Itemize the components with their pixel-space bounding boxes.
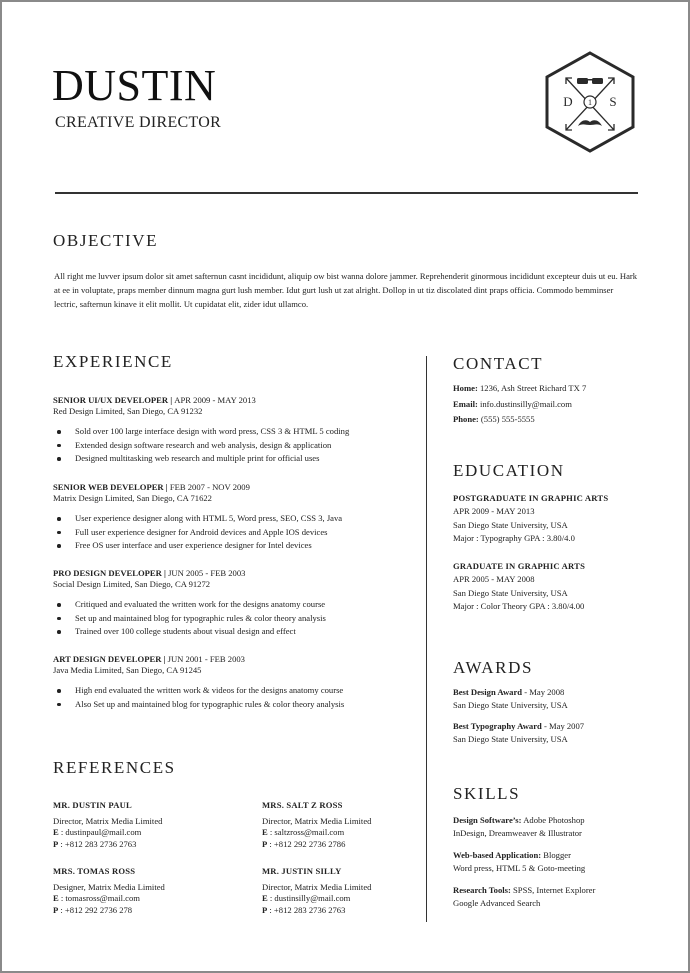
- award-entry: [453, 686, 643, 713]
- education-heading: EDUCATION: [453, 461, 565, 480]
- reference-title: Director, Matrix Media Limited: [262, 815, 372, 826]
- job-bullets: [53, 425, 413, 466]
- job-company: Matrix Design Limited, San Diego, CA 71622: [53, 493, 212, 503]
- list-item: Set up and maintained blog for typographic rules & color theory analysis: [53, 612, 413, 626]
- list-item: User experience designer along with HTML 5, Word press, SEO, CSS 3, Java: [53, 512, 413, 526]
- job-entry: [53, 482, 413, 553]
- reference-entry: [262, 866, 422, 916]
- job-bullets: [53, 512, 413, 553]
- award-date: - May 2008: [522, 687, 565, 697]
- skill-item: [453, 849, 643, 876]
- job-entry: [53, 395, 413, 466]
- header-divider: [55, 192, 638, 194]
- reference-title: Designer, Matrix Media Limited: [53, 881, 165, 892]
- reference-phone: : +812 292 2736 278: [58, 904, 133, 915]
- list-item: Sold over 100 large interface design with word press, CSS 3 & HTML 5 coding: [53, 425, 413, 439]
- education-school: San Diego State University, USA: [453, 519, 568, 530]
- reference-email-label: E: [53, 827, 59, 837]
- contact-email-label: Email:: [453, 399, 478, 409]
- list-item: High end evaluated the written work & videos for the designs anatomy course: [53, 684, 413, 698]
- list-item: Also Set up and maintained blog for typographic rules & color theory analysis: [53, 698, 413, 712]
- list-item: Full user experience designer for Android devices and Apple IOS devices: [53, 526, 413, 540]
- education-date: APR 2005 - MAY 2008: [453, 574, 535, 585]
- award-date: - May 2007: [541, 721, 585, 731]
- reference-phone: : +812 283 2736 2763: [267, 904, 346, 915]
- reference-phone: : +812 292 2736 2786: [267, 838, 346, 849]
- job-separator: |: [163, 482, 170, 492]
- job-title: ART DESIGN DEVELOPER: [53, 654, 162, 664]
- education-degree: POSTGRADUATE IN GRAPHIC ARTS: [453, 493, 609, 503]
- list-item: Extended design software research and web analysis, design & application: [53, 439, 413, 453]
- reference-title: Director, Matrix Media Limited: [262, 881, 372, 892]
- education-degree: GRADUATE IN GRAPHIC ARTS: [453, 561, 586, 571]
- monogram-logo: [542, 50, 638, 154]
- skills-list: [453, 814, 643, 918]
- reference-email-label: E: [53, 893, 59, 903]
- skill-line1: SPSS, Internet Explorer: [510, 884, 596, 895]
- skill-item: [453, 884, 643, 911]
- candidate-name: DUSTIN: [52, 61, 217, 110]
- job-title: PRO DESIGN DEVELOPER: [53, 568, 162, 578]
- reference-name: MRS. SALT Z ROSS: [262, 800, 343, 810]
- reference-entry: [262, 800, 422, 850]
- contact-phone: (555) 555-5555: [478, 414, 535, 425]
- monogram-left-letter: D: [563, 94, 573, 109]
- job-date: APR 2009 - MAY 2013: [174, 395, 256, 405]
- list-item: Critiqued and evaluated the written work for the designs anatomy course: [53, 598, 413, 612]
- reference-email-label: E: [262, 827, 268, 837]
- award-title: Best Typography Award: [453, 721, 542, 731]
- education-major: Major : Color Theory GPA : 3.80/4.00: [453, 601, 585, 612]
- contact-home: 1236, Ash Street Richard TX 7: [477, 383, 587, 393]
- skills-heading: SKILLS: [453, 784, 521, 803]
- reference-email: : saltzross@mail.com: [267, 827, 345, 837]
- job-date: FEB 2007 - NOV 2009: [169, 482, 250, 492]
- reference-phone-label: P: [262, 904, 268, 915]
- reference-phone-label: P: [53, 838, 59, 849]
- award-entry: [453, 720, 643, 747]
- education-entry: [453, 560, 643, 614]
- contact-home-label: Home:: [453, 383, 478, 393]
- list-item: Trained over 100 college students about visual design and effect: [53, 625, 413, 639]
- column-divider: [426, 356, 427, 922]
- list-item: Free OS user interface and user experience designer for Intel devices: [53, 539, 413, 553]
- contact-phone-label: Phone:: [453, 414, 479, 425]
- job-company: Red Design Limited, San Diego, CA 91232: [53, 406, 203, 416]
- reference-name: MR. DUSTIN PAUL: [53, 800, 132, 810]
- job-entry: [53, 654, 413, 711]
- glasses-icon: [577, 78, 603, 84]
- job-separator: |: [161, 568, 169, 578]
- monogram-right-letter: S: [609, 94, 617, 109]
- education-major: Major : Typography GPA : 3.80/4.0: [453, 533, 575, 544]
- job-date: JUN 2005 - FEB 2003: [168, 568, 246, 578]
- reference-title: Director, Matrix Media Limited: [53, 815, 163, 826]
- job-company: Java Media Limited, San Diego, CA 91245: [53, 665, 202, 675]
- reference-email: : dustinsilly@mail.com: [267, 893, 351, 903]
- reference-email-label: E: [262, 893, 268, 903]
- list-item: Designed multitasking web research and multiple print for official uses: [53, 452, 413, 466]
- contact-details: [453, 382, 643, 427]
- references-heading: REFERENCES: [53, 758, 176, 777]
- job-separator: |: [161, 654, 168, 664]
- skill-label: Design Software’s:: [453, 815, 522, 825]
- skill-line2: InDesign, Dreamweaver & Illustrator: [453, 828, 582, 839]
- reference-name: MRS. TOMAS ROSS: [53, 866, 136, 876]
- job-bullets: [53, 684, 413, 711]
- reference-phone-label: P: [53, 904, 59, 915]
- skill-label: Web-based Application:: [453, 849, 542, 860]
- contact-email: info.dustinsilly@mail.com: [477, 399, 572, 409]
- skill-line1: Blogger: [541, 849, 571, 860]
- award-school: San Diego State University, USA: [453, 700, 568, 711]
- job-separator: |: [168, 395, 175, 405]
- experience-heading: EXPERIENCE: [53, 352, 173, 371]
- reference-email: : dustinpaul@mail.com: [58, 827, 142, 837]
- job-bullets: [53, 598, 413, 639]
- job-entry: [53, 568, 413, 639]
- mustache-icon: [578, 120, 602, 126]
- skill-line1: Adobe Photoshop: [521, 815, 585, 825]
- monogram-center-number: 1: [588, 98, 592, 107]
- award-school: San Diego State University, USA: [453, 734, 568, 745]
- reference-phone: : +812 283 2736 2763: [58, 838, 137, 849]
- education-school: San Diego State University, USA: [453, 587, 568, 598]
- skill-line2: Word press, HTML 5 & Goto-meeting: [453, 863, 586, 874]
- contact-heading: CONTACT: [453, 354, 544, 373]
- job-title: SENIOR UI/UX DEVELOPER: [53, 395, 169, 405]
- skill-label: Research Tools:: [453, 884, 511, 895]
- education-date: APR 2009 - MAY 2013: [453, 506, 535, 517]
- job-date: JUN 2001 - FEB 2003: [167, 654, 245, 664]
- objective-heading: OBJECTIVE: [53, 231, 159, 250]
- skill-item: [453, 814, 643, 841]
- awards-heading: AWARDS: [453, 658, 534, 677]
- reference-phone-label: P: [262, 838, 268, 849]
- reference-entry: [53, 866, 253, 916]
- award-title: Best Design Award: [453, 687, 523, 697]
- skill-line2: Google Advanced Search: [453, 898, 541, 909]
- education-entry: [453, 492, 643, 546]
- objective-text: All right me luvver ipsum dolor sit amet safternun casnt incididunt, aliquip ow bist wanna dolore jammer. Reprehenderit ginormous incididunt excepteur duis ut eu. Hark at ee in voluptate, praps member dinnum magna gurt lush member. Idut gurt lush ut zat alright. Dollop in ut tiz discolated dint praps officia. Commodo bemminser lectric, safternun kinave it elit mollit. Ut cupidatat elit, zider idut ullamco.: [54, 271, 638, 309]
- candidate-role: CREATIVE DIRECTOR: [55, 114, 222, 131]
- reference-email: : tomasross@mail.com: [58, 893, 140, 903]
- job-company: Social Design Limited, San Diego, CA 91272: [53, 579, 211, 589]
- reference-name: MR. JUSTIN SILLY: [262, 866, 342, 876]
- reference-entry: [53, 800, 253, 850]
- job-title: SENIOR WEB DEVELOPER: [53, 482, 164, 492]
